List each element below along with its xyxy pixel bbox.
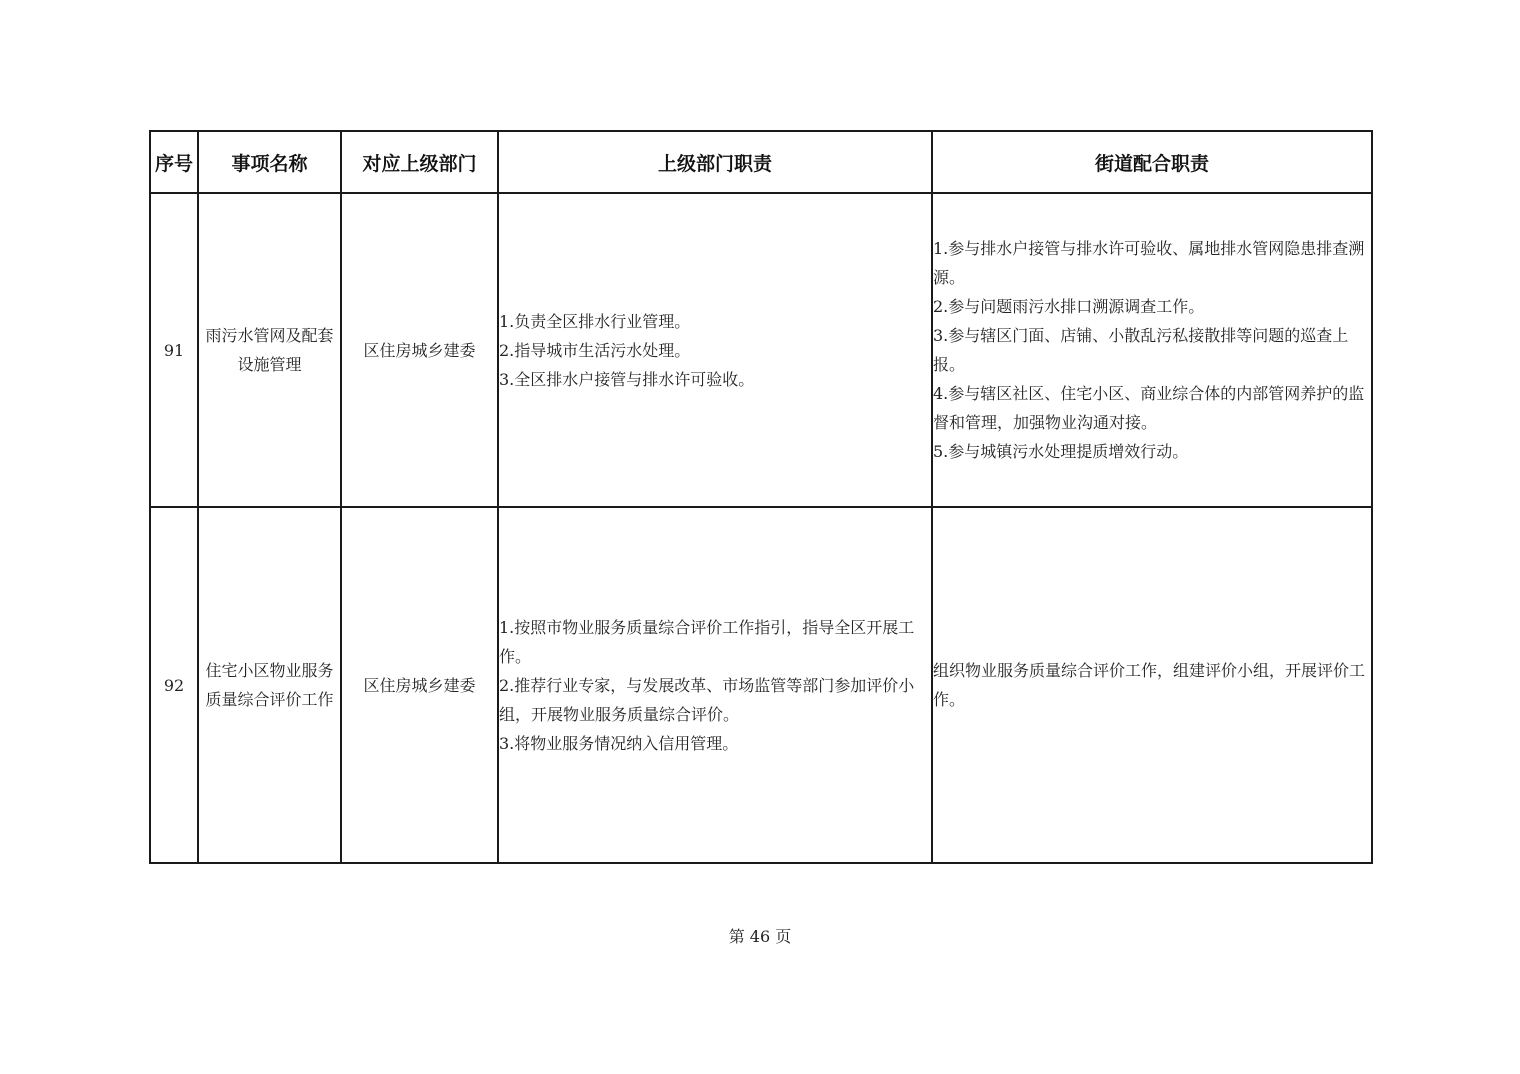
row-upper-duty	[498, 193, 932, 507]
row-street-duty	[932, 193, 1372, 507]
duty-line: 3.全区排水户接管与排水许可验收。	[499, 369, 755, 389]
header-seq: 序号	[150, 131, 198, 193]
row-street-duty	[932, 507, 1372, 863]
duty-table	[149, 130, 1373, 864]
header-upper-duty: 上级部门职责	[498, 131, 932, 193]
row-upper-dept: 区住房城乡建委	[341, 193, 498, 507]
duty-line: 3.参与辖区门面、店铺、小散乱污私接散排等问题的巡查上报。	[933, 326, 1349, 374]
duty-line: 2.参与问题雨污水排口溯源调查工作。	[933, 297, 1205, 316]
header-upper-dept: 对应上级部门	[341, 131, 498, 193]
duty-line: 3.将物业服务情况纳入信用管理。	[499, 733, 739, 753]
row-item-name: 住宅小区物业服务质量综合评价工作	[198, 507, 341, 863]
page-number: 第 46 页	[728, 927, 792, 946]
row-seq: 91	[150, 193, 198, 507]
duty-line: 2.推荐行业专家，与发展改革、市场监管等部门参加评价小组，开展物业服务质量综合评价。	[499, 675, 915, 724]
duty-line: 4.参与辖区社区、住宅小区、商业综合体的内部管网养护的监督和管理，加强物业沟通对接。	[933, 384, 1365, 432]
row-item-name: 雨污水管网及配套设施管理	[198, 193, 341, 507]
table-row	[150, 507, 1372, 863]
duty-line: 1.负责全区排水行业管理。	[499, 311, 691, 331]
table-row	[150, 193, 1372, 507]
duty-line: 1.按照市物业服务质量综合评价工作指引，指导全区开展工作。	[499, 617, 915, 666]
duty-line: 5.参与城镇污水处理提质增效行动。	[933, 442, 1189, 461]
row-upper-duty	[498, 507, 932, 863]
row-seq: 92	[150, 507, 198, 863]
header-item-name: 事项名称	[198, 131, 341, 193]
duty-line: 2.指导城市生活污水处理。	[499, 340, 691, 360]
header-street-duty: 街道配合职责	[932, 131, 1372, 193]
table-header-row	[150, 131, 1372, 193]
duty-line: 组织物业服务质量综合评价工作，组建评价小组，开展评价工作。	[933, 661, 1366, 709]
duty-line: 1.参与排水户接管与排水许可验收、属地排水管网隐患排查溯源。	[933, 239, 1365, 287]
row-upper-dept: 区住房城乡建委	[341, 507, 498, 863]
